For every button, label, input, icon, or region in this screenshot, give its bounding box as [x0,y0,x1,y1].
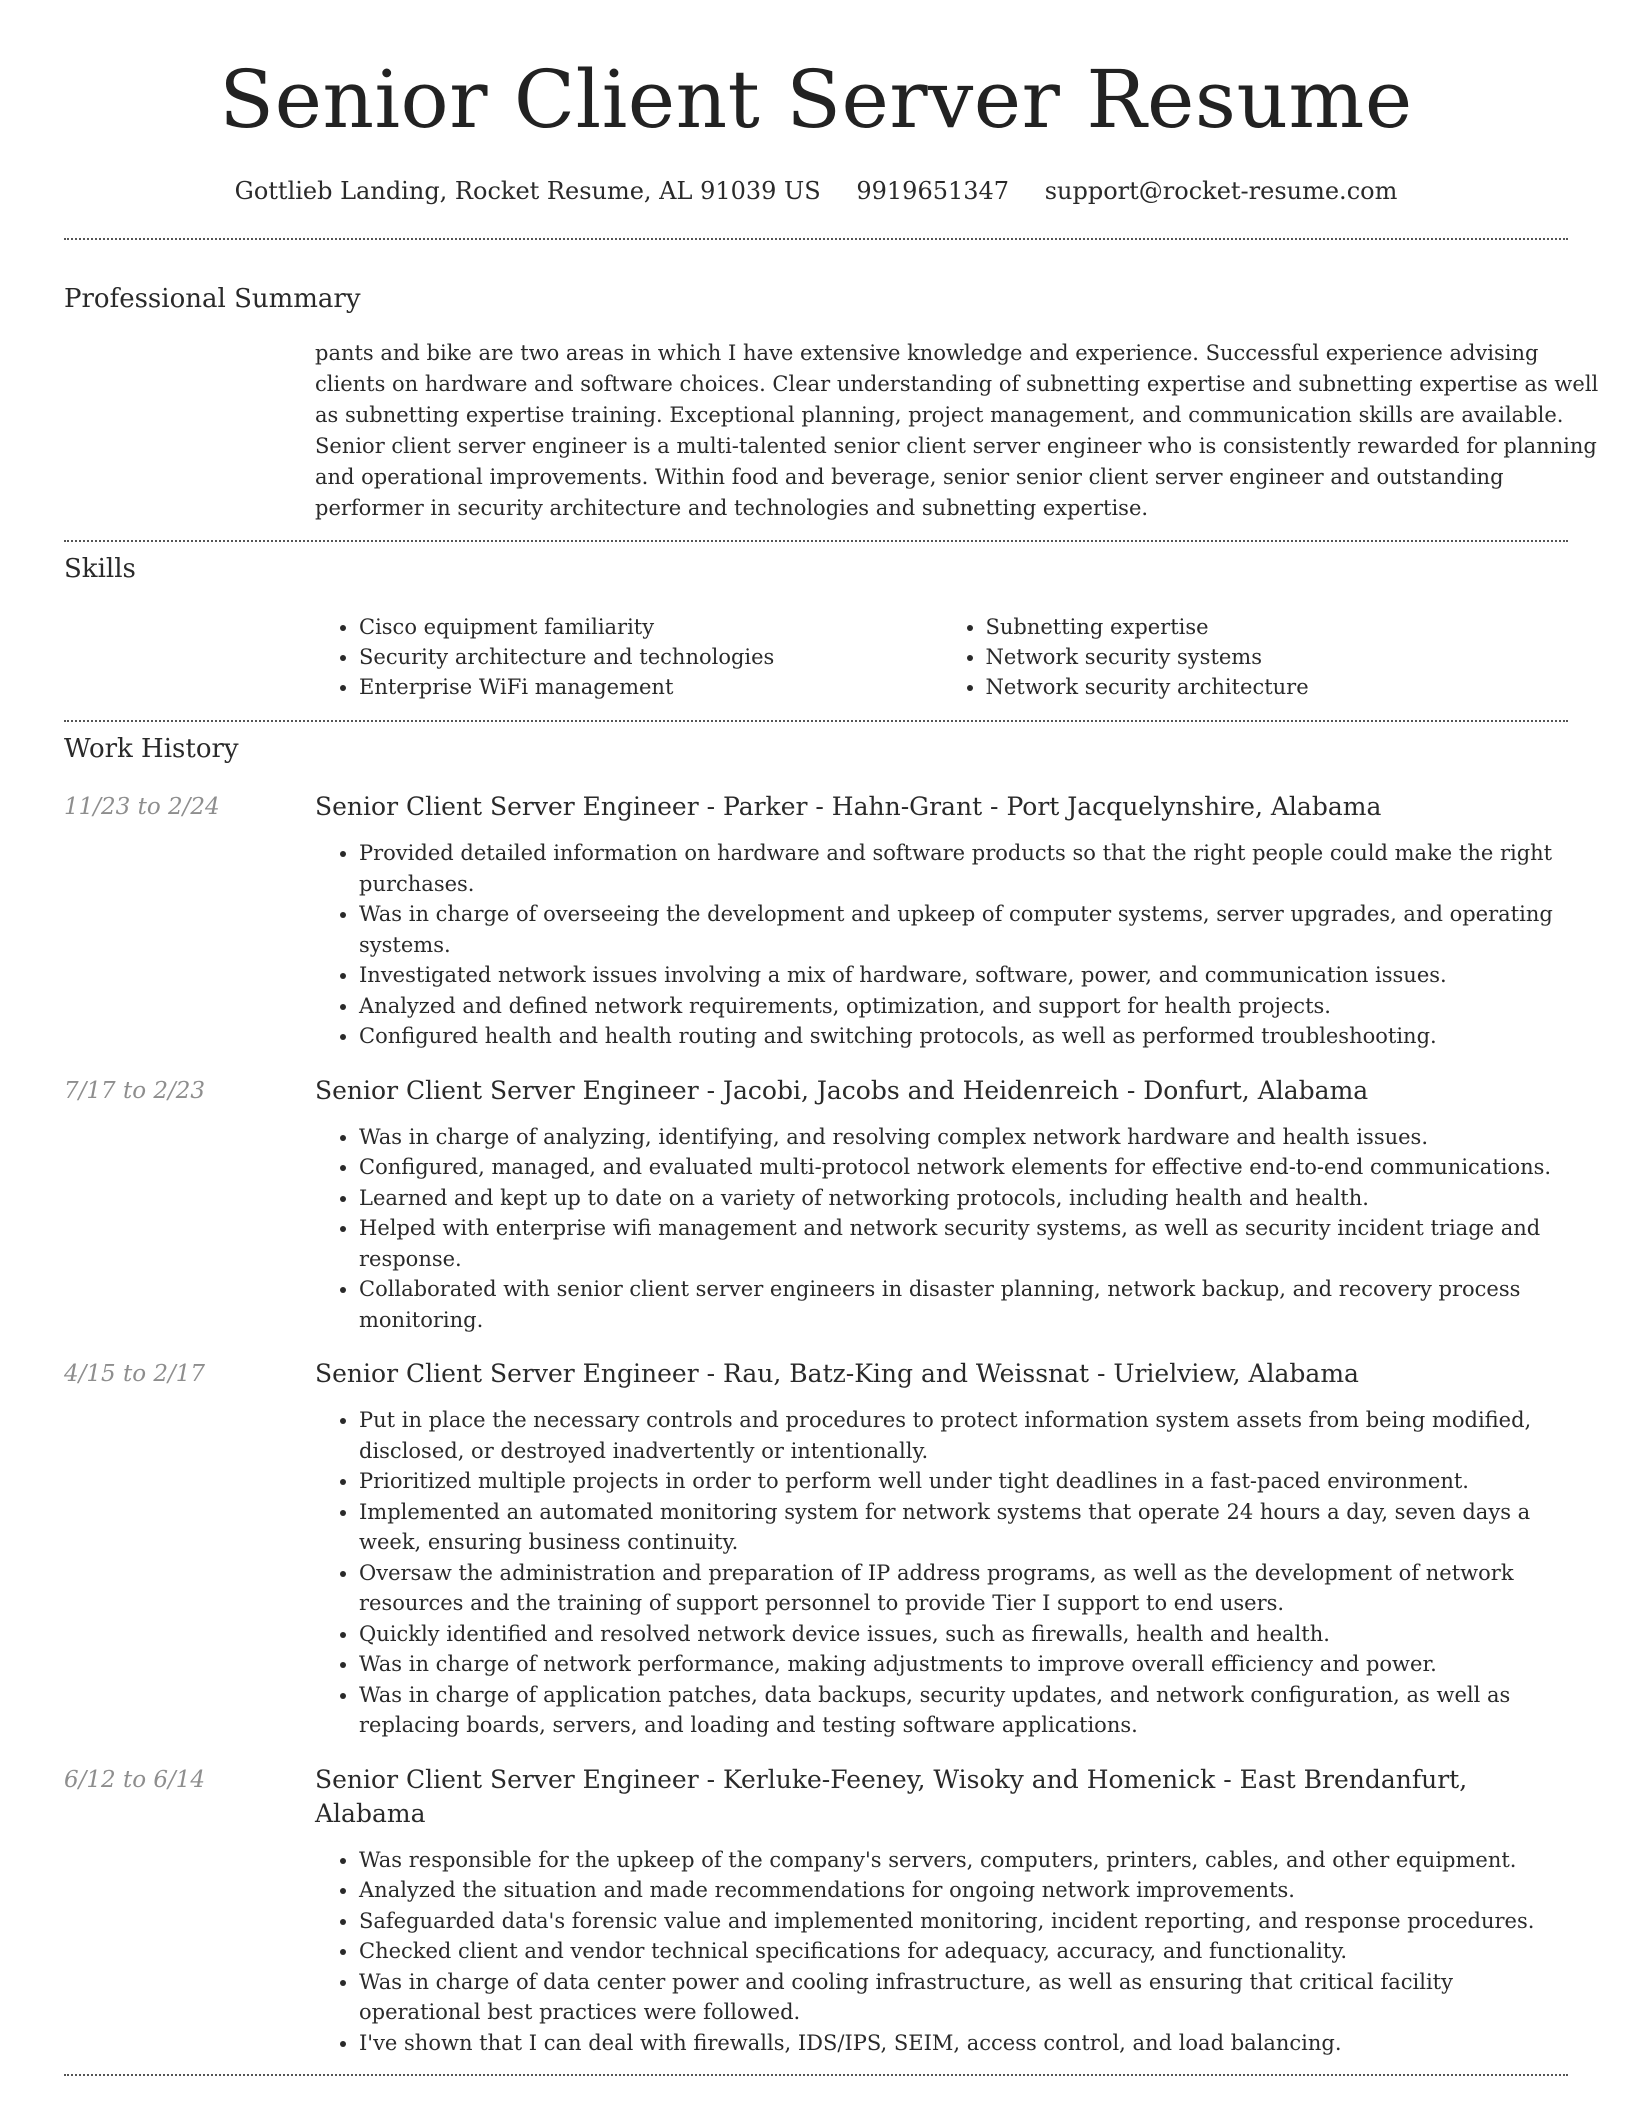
job-bullet: • Provided detailed information on hardware and software products so that the right people could make the right purchases. [359,838,1568,899]
job-bullet: • Was in charge of analyzing, identifying, and resolving complex network hardware and health issues. [359,1122,1568,1153]
section-title-work-history: Work History [64,734,239,764]
skill-item: • Network security systems [986,642,1569,672]
job-heading: Senior Client Server Engineer - Rau, Batz-King and Weissnat - Urielview, Alabama [315,1359,1359,1388]
skill-item: • Cisco equipment familiarity [359,612,942,642]
job-bullet: • Was in charge of overseeing the development and upkeep of computer systems, server upgrades, and operating systems. [359,899,1568,960]
job-body [315,1074,1568,1336]
job-entry [64,1074,1568,1336]
divider [64,238,1568,240]
skill-item: • Security architecture and technologies [359,642,942,672]
job-heading: Senior Client Server Engineer - Kerluke-Feeney, Wisoky and Homenick - East Brendanfurt, Alabama [315,1764,1468,1828]
skills-list [315,612,1568,702]
contact-address: Gottlieb Landing, Rocket Resume, AL 91039 US [234,177,821,205]
job-body [315,1357,1568,1741]
section-title-summary: Professional Summary [64,284,361,314]
divider [64,720,1568,722]
job-dates: 6/12 to 6/14 [64,1766,206,1793]
job-bullet: • Put in place the necessary controls and procedures to protect information system assets from being modified, disclosed, or destroyed inadvertently or intentionally. [359,1405,1568,1466]
divider [64,540,1568,542]
job-bullet: • Helped with enterprise wifi management and network security systems, as well as security incident triage and response. [359,1213,1568,1274]
job-entry [64,790,1568,1052]
job-bullets [315,1405,1568,1741]
job-bullet: • Investigated network issues involving a mix of hardware, software, power, and communication issues. [359,960,1568,991]
job-heading: Senior Client Server Engineer - Jacobi, Jacobs and Heidenreich - Donfurt, Alabama [315,1075,1369,1105]
skills-column-right [942,612,1569,702]
job-entry [64,1357,1568,1741]
skill-item: • Subnetting expertise [986,612,1569,642]
job-bullet: • Prioritized multiple projects in order to perform well under tight deadlines in a fast-paced environment. [359,1466,1568,1497]
job-bullet: • Learned and kept up to date on a variety of networking protocols, including health and health. [359,1183,1568,1214]
job-bullet: • Configured health and health routing and switching protocols, as well as performed troubleshooting. [359,1021,1568,1052]
job-bullet: • Analyzed the situation and made recommendations for ongoing network improvements. [359,1875,1568,1906]
job-bullet: • I've shown that I can deal with firewalls, IDS/IPS, SEIM, access control, and load balancing. [359,2028,1568,2059]
contact-email: support@rocket-resume.com [1044,177,1398,205]
job-bullet: • Was responsible for the upkeep of the company's servers, computers, printers, cables, and other equipment. [359,1845,1568,1876]
job-bullet: • Was in charge of application patches, data backups, security updates, and network configuration, as well as replacing boards, servers, and loading and testing software applications. [359,1680,1568,1741]
job-dates: 7/17 to 2/23 [64,1077,206,1104]
work-history-list [64,790,1568,2074]
job-bullets [315,838,1568,1052]
job-body [315,1763,1568,2059]
job-bullets [315,1845,1568,2059]
job-dates: 11/23 to 2/24 [64,794,220,820]
resume-title: Senior Client Server Resume [219,53,1413,146]
job-dates: 4/15 to 2/17 [64,1361,206,1387]
contact-line [64,174,1568,208]
skill-item: • Enterprise WiFi management [359,672,942,702]
job-bullet: • Oversaw the administration and preparation of IP address programs, as well as the development of network resources and the training of support personnel to provide Tier I support to end users. [359,1558,1568,1619]
job-entry [64,1763,1568,2059]
skill-item: • Network security architecture [986,672,1569,702]
job-bullet: • Was in charge of network performance, making adjustments to improve overall efficiency and power. [359,1649,1568,1680]
contact-phone: 9919651347 [856,177,1010,205]
job-body [315,790,1568,1052]
job-bullets [315,1122,1568,1336]
job-bullet: • Implemented an automated monitoring system for network systems that operate 24 hours a day, seven days a week, ensuring business continuity. [359,1497,1568,1558]
job-bullet: • Configured, managed, and evaluated multi-protocol network elements for effective end-to-end communications. [359,1152,1568,1183]
job-heading: Senior Client Server Engineer - Parker - Hahn-Grant - Port Jacquelynshire, Alabama [315,792,1382,821]
section-title-skills: Skills [64,554,136,584]
job-bullet: • Collaborated with senior client server engineers in disaster planning, network backup, and recovery process monitoring. [359,1274,1568,1335]
job-bullet: • Analyzed and defined network requirements, optimization, and support for health projects. [359,991,1568,1022]
job-bullet: • Safeguarded data's forensic value and implemented monitoring, incident reporting, and response procedures. [359,1906,1568,1937]
summary-text: pants and bike are two areas in which I have extensive knowledge and experience. Successful experience advising clients on hardware and software choices. Clear understanding of subnetting expertise and subnetting expertise as well as subnetting expertise training. Exceptional planning, project management, and communication skills are available. Senior client server engineer is a multi-talented senior client server engineer who is consistently rewarded for planning and operational improvements. Within food and beverage, senior senior client server engineer and outstanding performer in security architecture and technologies and subnetting expertise. [315,341,1599,520]
job-bullet: • Checked client and vendor technical specifications for adequacy, accuracy, and functionality. [359,1936,1568,1967]
divider [64,2074,1568,2076]
job-bullet: • Was in charge of data center power and cooling infrastructure, as well as ensuring that critical facility operational best practices were followed. [359,1967,1568,2028]
skills-column-left [315,612,942,702]
job-bullet: • Quickly identified and resolved network device issues, such as firewalls, health and health. [359,1619,1568,1650]
